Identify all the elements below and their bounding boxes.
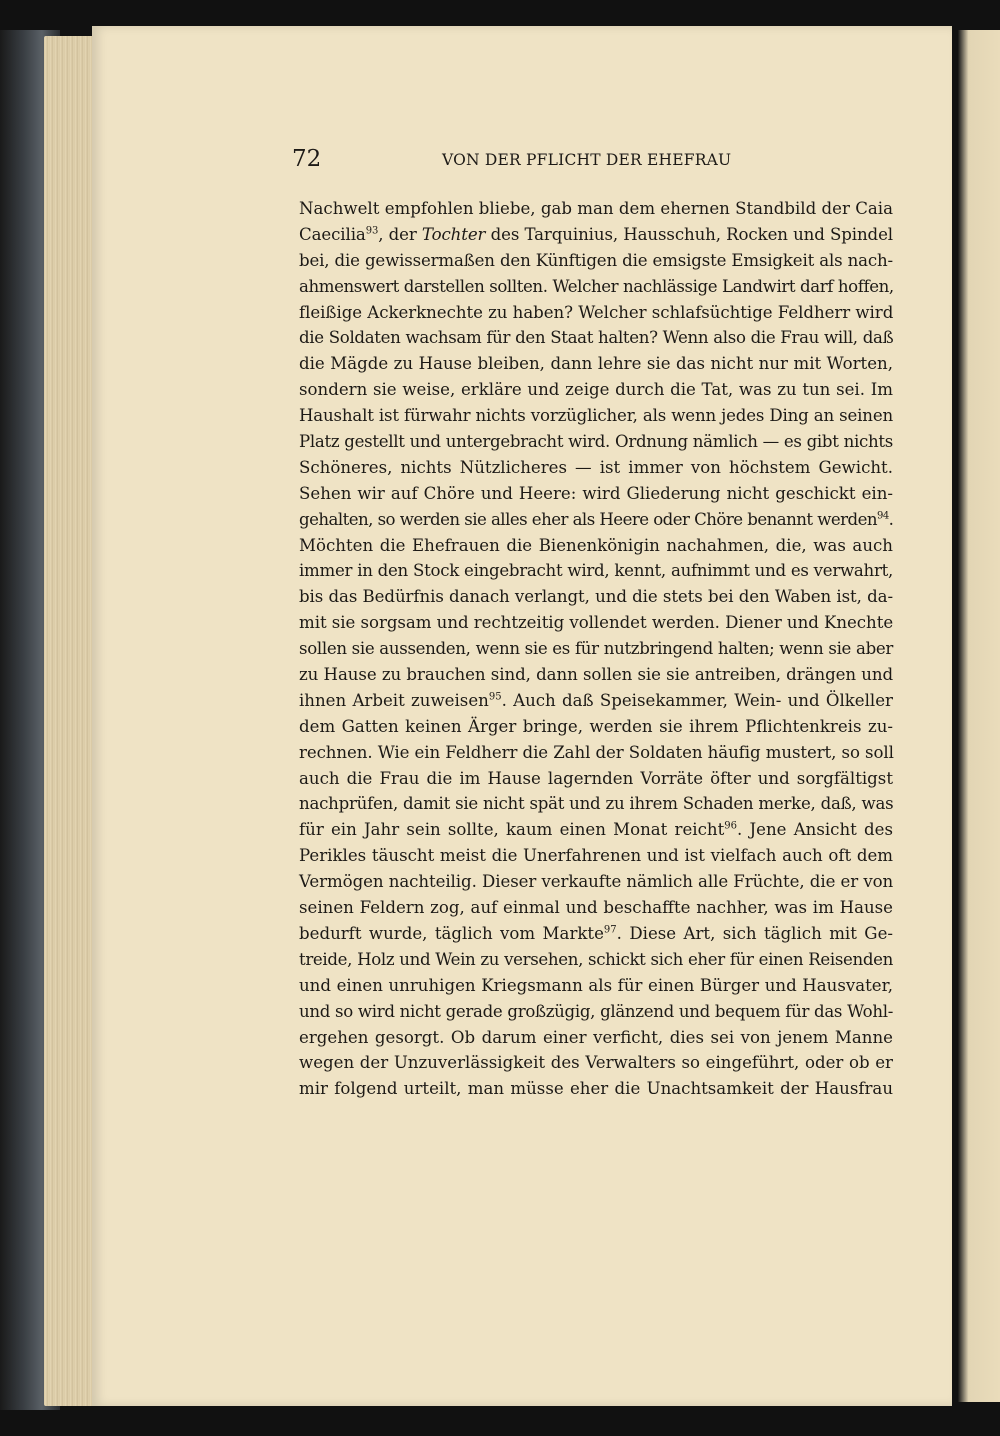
text-line <box>299 377 893 403</box>
text-segment: die Mägde zu Hause bleiben, dann lehre sie das nicht nur mit Worten, <box>299 354 893 374</box>
text-segment: dem Gatten keinen Ärger bringe, werden sie ihrem Pflichtenkreis zu- <box>299 716 893 736</box>
text-segment: Schöneres, nichts Nützlicheres — ist immer von höchstem Gewicht. <box>299 457 893 477</box>
running-title: VON DER PFLICHT DER EHEFRAU <box>442 151 732 169</box>
text-segment: Nachwelt empfohlen bliebe, gab man dem ehernen Standbild der Caia <box>299 199 893 218</box>
footnote-ref: 97 <box>603 924 617 936</box>
footnote-ref: 93 <box>365 225 379 237</box>
text-segment: seinen Feldern zog, auf einmal und beschaffte nachher, was im Hause <box>299 898 893 918</box>
text-segment: zu Hause zu brauchen sind, dann sollen sie sie antreiben, drängen und <box>299 665 894 685</box>
text-line <box>299 481 893 507</box>
text-line <box>299 1025 893 1051</box>
text-line <box>299 662 893 688</box>
text-line <box>299 196 893 222</box>
text-segment: bei, die gewissermaßen den Künftigen die emsigste Emsigkeit als nach- <box>299 250 893 270</box>
text-segment: bedurft wurde, täglich vom Markte <box>299 923 604 943</box>
text-line <box>299 921 893 947</box>
text-line <box>299 843 893 869</box>
text-segment: des Tarquinius, Hausschuh, Rocken und Spindel <box>485 224 894 244</box>
text-segment: fleißige Ackerknechte zu haben? Welcher schlafsüchtige Feldherr wird <box>299 302 894 322</box>
text-line <box>299 740 893 766</box>
text-segment: sondern sie weise, erkläre und zeige durch die Tat, was zu tun sei. Im <box>299 380 893 400</box>
text-segment: wegen der Unzuverlässigkeit des Verwalters so eingeführt, oder ob er <box>299 1053 893 1073</box>
text-line <box>299 1050 893 1076</box>
text-segment: . Auch daß Speisekammer, Wein- und Ölkeller <box>501 690 893 710</box>
text-segment: ahmenswert darstellen sollten. Welcher nachlässige Landwirt darf hoffen, <box>299 276 894 296</box>
text-line <box>299 688 893 714</box>
text-line <box>299 869 893 895</box>
page-header <box>292 146 892 178</box>
text-segment: und einen unruhigen Kriegsmann als für einen Bürger und Hausvater, <box>299 975 893 995</box>
text-segment: Platz gestellt und untergebracht wird. Ordnung nämlich — es gibt nichts <box>299 432 893 452</box>
text-segment: . Diese Art, sich täglich mit Ge- <box>616 923 893 943</box>
text-line <box>299 507 893 533</box>
body-text <box>299 196 893 1102</box>
text-line <box>299 895 893 921</box>
text-segment: Perikles täuscht meist die Unerfahrenen und ist vielfach auch oft dem <box>299 846 893 866</box>
facing-page-edge <box>958 30 1000 1402</box>
text-segment: gehalten, so werden sie alles eher als Heere oder Chöre benannt werden <box>299 509 878 529</box>
text-line <box>299 973 893 999</box>
text-line <box>299 429 893 455</box>
text-line <box>299 274 893 300</box>
text-line <box>299 455 893 481</box>
text-segment: immer in den Stock eingebracht wird, kennt, aufnimmt und es verwahrt, <box>299 561 893 581</box>
text-line <box>299 584 893 610</box>
text-segment: Vermögen nachteilig. Dieser verkaufte nämlich alle Früchte, die er von <box>299 872 894 892</box>
page-number: 72 <box>292 146 322 172</box>
text-line <box>299 533 893 559</box>
text-line <box>299 766 893 792</box>
text-segment: die Soldaten wachsam für den Staat halten? Wenn also die Frau will, daß <box>299 328 894 348</box>
text-segment: mir folgend urteilt, man müsse eher die Unachtsamkeit der Hausfrau <box>299 1079 893 1099</box>
text-segment: nachprüfen, damit sie nicht spät und zu ihrem Schaden merke, daß, was <box>299 794 894 814</box>
text-segment: , der <box>378 224 422 244</box>
text-segment: ergehen gesorgt. Ob darum einer verficht, dies sei von jenem Manne <box>299 1027 893 1047</box>
italic-text: Tochter <box>421 224 486 244</box>
text-line <box>299 791 893 817</box>
text-line <box>299 403 893 429</box>
text-line <box>299 558 893 584</box>
text-segment: Möchten die Ehefrauen die Bienenkönigin nachahmen, die, was auch <box>299 535 893 555</box>
text-segment: sollen sie aussenden, wenn sie es für nutzbringend halten; wenn sie aber <box>299 639 893 659</box>
text-line <box>299 714 893 740</box>
text-line <box>299 636 893 662</box>
text-segment: auch die Frau die im Hause lagernden Vorräte öfter und sorgfältigst <box>299 768 893 788</box>
text-line <box>299 300 893 326</box>
text-segment: . Jene Ansicht des <box>737 820 894 840</box>
text-segment: Haushalt ist fürwahr nichts vorzüglicher, als wenn jedes Ding an seinen <box>299 406 893 426</box>
text-segment: rechnen. Wie ein Feldherr die Zahl der Soldaten häufig mustert, so soll <box>299 742 894 762</box>
text-segment: und so wird nicht gerade großzügig, glänzend und bequem für das Wohl- <box>299 1001 893 1021</box>
text-line <box>299 325 893 351</box>
text-line <box>299 248 893 274</box>
text-segment: treide, Holz und Wein zu versehen, schickt sich eher für einen Reisenden <box>299 949 893 969</box>
footnote-ref: 94 <box>877 510 889 522</box>
text-segment: Sehen wir auf Chöre und Heere: wird Gliederung nicht geschickt ein- <box>299 483 893 503</box>
text-line <box>299 222 893 248</box>
text-line <box>299 947 893 973</box>
text-line <box>299 610 893 636</box>
text-line <box>299 999 893 1025</box>
text-segment: Caecilia <box>299 224 366 244</box>
text-segment: . <box>888 509 894 529</box>
text-segment: mit sie sorgsam und rechtzeitig vollendet werden. Diener und Knechte <box>299 613 894 633</box>
footnote-ref: 95 <box>488 691 502 703</box>
text-segment: für ein Jahr sein sollte, kaum einen Monat reicht <box>299 820 725 840</box>
text-line <box>299 817 893 843</box>
text-line <box>299 351 893 377</box>
text-line <box>299 1076 893 1102</box>
footnote-ref: 96 <box>724 820 738 832</box>
text-segment: bis das Bedürfnis danach verlangt, und die stets bei den Waben ist, da- <box>299 587 893 607</box>
text-segment: ihnen Arbeit zuweisen <box>299 690 489 710</box>
